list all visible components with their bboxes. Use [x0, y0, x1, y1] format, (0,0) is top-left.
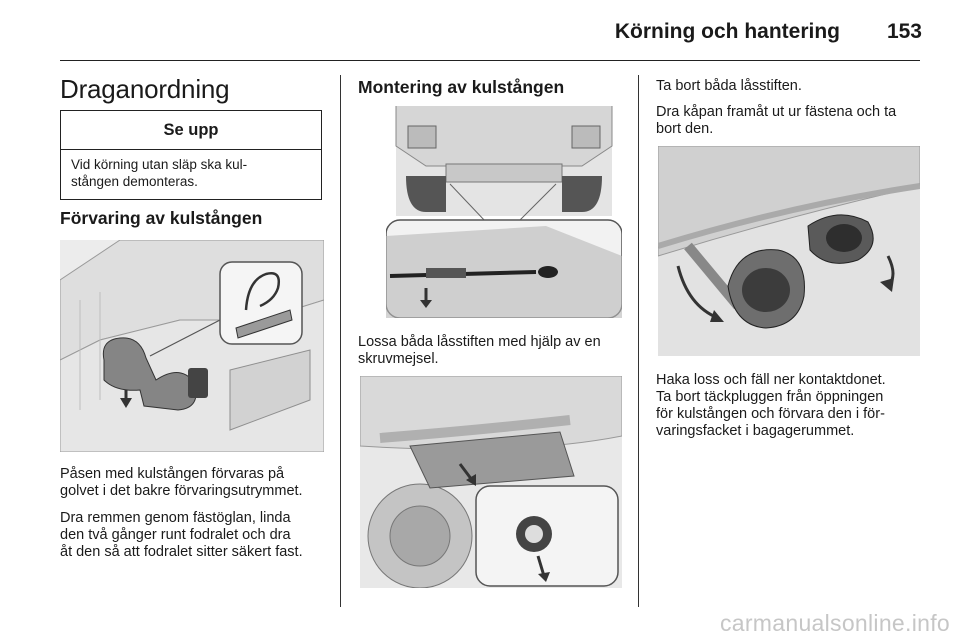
connector-illustration — [658, 146, 920, 356]
remove-cover-paragraph: Dra kåpan framåt ut ur fästena och ta bort den. — [656, 104, 897, 137]
locking-pin-illustration — [386, 106, 622, 318]
page-number: 153 — [886, 20, 922, 43]
storage-subheading: Förvaring av kulstången — [60, 208, 263, 228]
mounting-subheading: Montering av kulstången — [358, 77, 565, 97]
mounting-paragraph-1: Lossa båda låsstiften med hjälp av en skruvmejsel. — [358, 334, 601, 367]
caution-text: Vid körning utan släp ska kul- stången demonteras. — [71, 157, 248, 189]
connector-paragraph: Haka loss och fäll ner kontaktdonet. Ta bort täckpluggen från öppningen för kulstången och förvara den i för- varingsfacket i bagagerummet. — [656, 372, 886, 439]
remove-pins-paragraph: Ta bort båda låsstiften. — [656, 78, 802, 94]
section-heading: Draganordning — [60, 74, 230, 104]
cover-removal-illustration — [360, 376, 622, 588]
column-divider-1 — [340, 75, 341, 607]
running-header-title: Körning och hantering — [614, 20, 840, 43]
storage-paragraph-2: Dra remmen genom fästöglan, linda den två gånger runt fodralet och dra åt den så att fodralet sitter säkert fast. — [60, 510, 303, 560]
towbar-storage-illustration — [60, 240, 324, 452]
storage-paragraph-1: Påsen med kulstången förvaras på golvet i det bakre förvaringsutrymmet. — [60, 466, 303, 499]
header-rule — [60, 60, 920, 61]
caution-title: Se upp — [61, 111, 321, 150]
column-divider-2 — [638, 75, 639, 607]
caution-box — [60, 110, 322, 200]
watermark: carmanualsonline.info — [719, 610, 950, 636]
